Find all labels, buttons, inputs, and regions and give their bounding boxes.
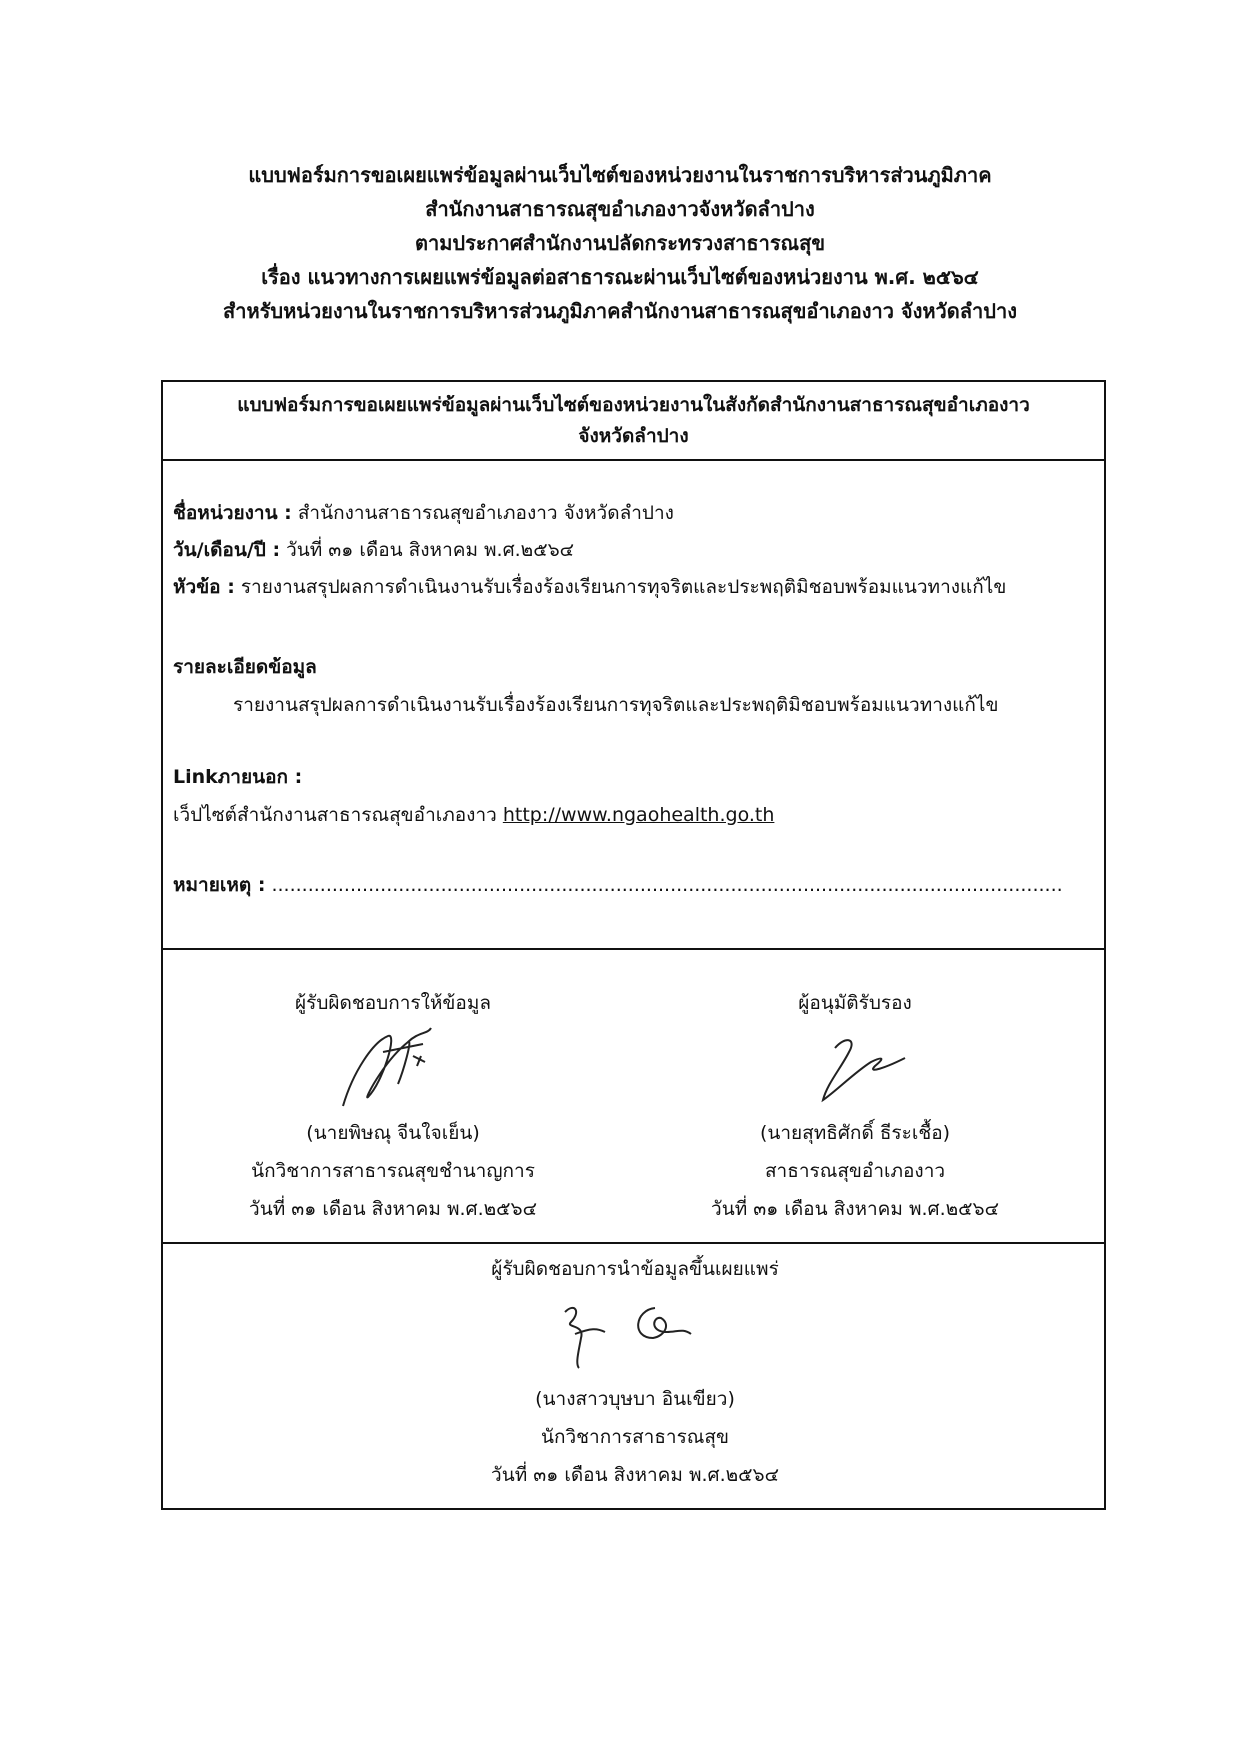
form-frame (161, 380, 1106, 1510)
agency-value: สำนักงานสาธารณสุขอำเภองาว จังหวัดลำปาง (291, 502, 674, 524)
topic-row (173, 572, 1006, 602)
date-value: วันที่ ๓๑ เดือน สิงหาคม พ.ศ.๒๕๖๔ (280, 539, 575, 561)
right-name: (นายสุทธิศักดิ์ ธีระเชื้อ) (759, 1122, 951, 1144)
bottom-position: นักวิชาการสาธารณสุข (540, 1426, 730, 1448)
date-label: วัน/เดือน/ปี : (173, 539, 281, 561)
link-row (173, 800, 774, 830)
left-date: วันที่ ๓๑ เดือน สิงหาคม พ.ศ.๒๕๖๔ (249, 1198, 537, 1220)
signature-block-bottom (405, 1250, 865, 1494)
detail-value: รายงานสรุปผลการดำเนินงานรับเรื่องร้องเรียนการทุจริตและประพฤติมิชอบพร้อมแนวทางแก้ไข (233, 694, 999, 716)
left-role: ผู้รับผิดชอบการให้ข้อมูล (295, 992, 491, 1014)
form-title-line-1: แบบฟอร์มการขอเผยแพร่ข้อมูลผ่านเว็บไซต์ของหน่วยงานในสังกัดสำนักงานสาธารณสุขอำเภองาว (237, 394, 1030, 416)
signature-block-right (625, 984, 1085, 1228)
note-label: หมายเหตุ : (173, 874, 266, 896)
website-link[interactable]: http://www.ngaohealth.go.th (502, 804, 775, 826)
header-line-3: ตามประกาศสำนักงานปลัดกระทรวงสาธารณสุข (414, 231, 825, 255)
detail-label: รายละเอียดข้อมูล (173, 656, 317, 678)
left-name: (นายพิษณุ จีนใจเย็น) (306, 1122, 480, 1144)
agency-row (173, 498, 674, 528)
header-line-5: สำหรับหน่วยงานในราชการบริหารส่วนภูมิภาคสำนักงานสาธารณสุขอำเภองาว จังหวัดลำปาง (223, 299, 1017, 323)
note-row (173, 870, 1063, 900)
signature-right-image (775, 1022, 935, 1114)
bottom-name: (นางสาวบุษบา อินเขียว) (535, 1388, 735, 1410)
bottom-date: วันที่ ๓๑ เดือน สิงหาคม พ.ศ.๒๕๖๔ (491, 1464, 779, 1486)
divider-2 (163, 1242, 1104, 1244)
bottom-role: ผู้รับผิดชอบการนำข้อมูลขึ้นเผยแพร่ (491, 1258, 779, 1280)
header-line-1: แบบฟอร์มการขอเผยแพร่ข้อมูลผ่านเว็บไซต์ของหน่วยงานในราชการบริหารส่วนภูมิภาค (248, 163, 992, 187)
left-position: นักวิชาการสาธารณสุขชำนาญการ (251, 1160, 535, 1182)
right-date: วันที่ ๓๑ เดือน สิงหาคม พ.ศ.๒๕๖๔ (711, 1198, 999, 1220)
header-line-4: เรื่อง แนวทางการเผยแพร่ข้อมูลต่อสาธารณะผ่านเว็บไซต์ของหน่วยงาน พ.ศ. ๒๕๖๔ (261, 265, 979, 289)
right-position: สาธารณสุขอำเภองาว (764, 1160, 946, 1182)
topic-value: รายงานสรุปผลการดำเนินงานรับเรื่องร้องเรียนการทุจริตและประพฤติมิชอบพร้อมแนวทางแก้ไข (234, 576, 1007, 598)
right-role: ผู้อนุมัติรับรอง (798, 992, 912, 1014)
note-value: ................................................................................................................................... (265, 874, 1063, 896)
date-row (173, 535, 574, 565)
signature-block-left (163, 984, 623, 1228)
document-header (0, 158, 1240, 328)
form-title (163, 382, 1104, 461)
form-title-line-2: จังหวัดลำปาง (578, 425, 689, 447)
divider-1 (163, 948, 1104, 950)
agency-label: ชื่อหน่วยงาน : (173, 502, 292, 524)
header-line-2: สำนักงานสาธารณสุขอำเภองาวจังหวัดลำปาง (425, 197, 815, 221)
signature-bottom-image (535, 1288, 735, 1380)
link-label: Linkภายนอก : (173, 766, 303, 788)
topic-label: หัวข้อ : (173, 576, 235, 598)
signature-left-image (313, 1022, 473, 1114)
link-prefix: เว็ปไซต์สำนักงานสาธารณสุขอำเภองาว (173, 804, 503, 826)
